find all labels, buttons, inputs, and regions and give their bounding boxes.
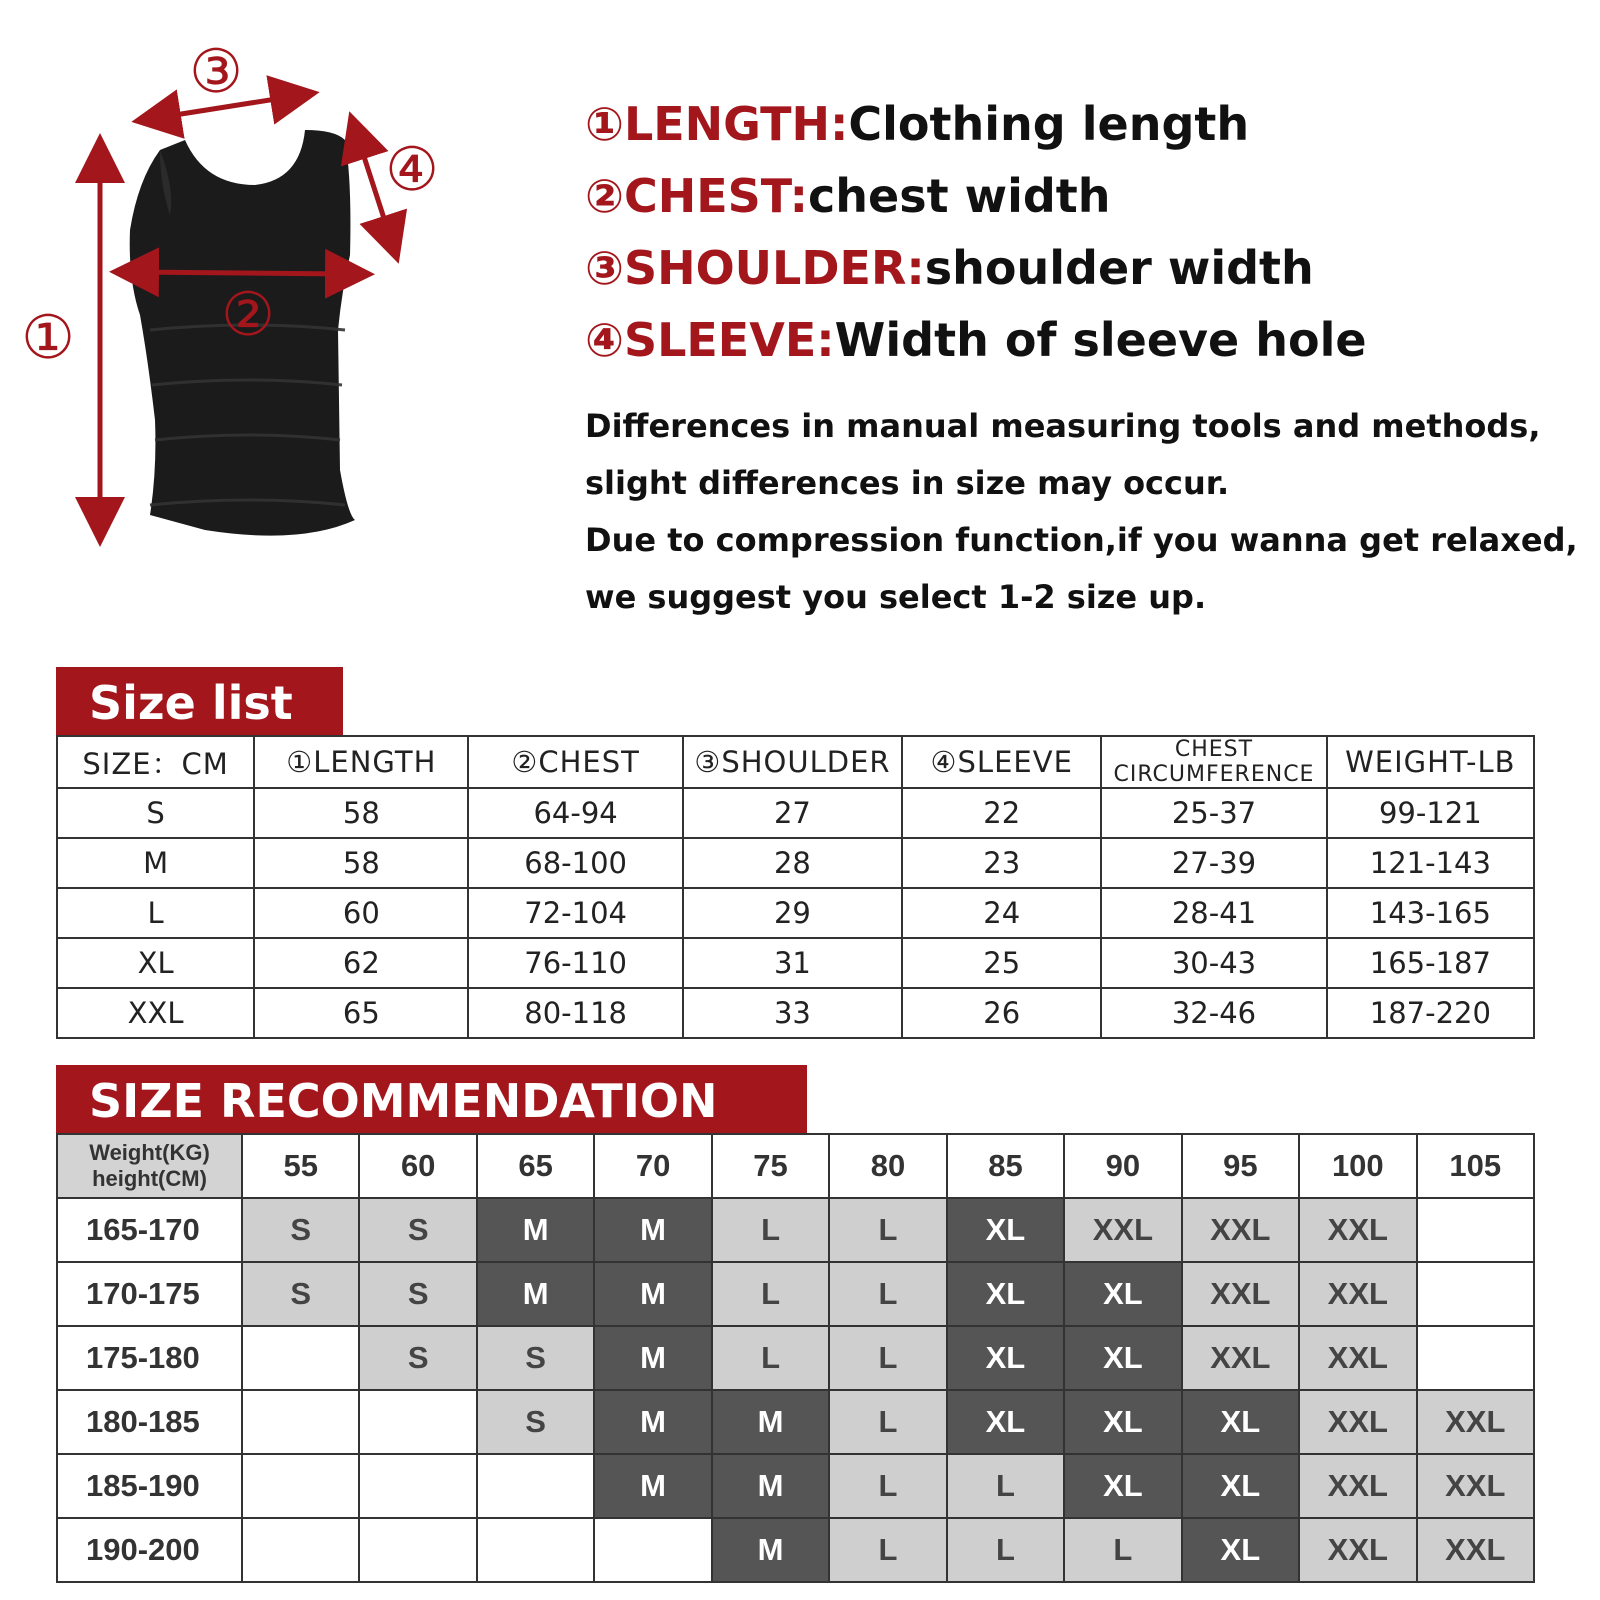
- recommended-size-cell: L: [829, 1198, 946, 1262]
- recommended-size-cell: S: [359, 1198, 476, 1262]
- header-chest-circumference: CHEST CIRCUMFERENCE: [1101, 736, 1326, 788]
- size-row: [57, 938, 1534, 988]
- weight-column-header: 65: [477, 1134, 594, 1198]
- recommended-size-cell: XXL: [1182, 1198, 1299, 1262]
- corner-height-label: height(CM): [92, 1166, 207, 1191]
- size-value-cell: 187-220: [1327, 988, 1534, 1038]
- size-value-cell: 72-104: [468, 888, 682, 938]
- legend-sleeve: [585, 304, 1367, 376]
- size-value-cell: 165-187: [1327, 938, 1534, 988]
- weight-column-header: 105: [1417, 1134, 1534, 1198]
- recommended-size-cell: XXL: [1417, 1390, 1534, 1454]
- recommended-size-cell: L: [712, 1326, 829, 1390]
- legend-key: ③SHOULDER:: [585, 241, 925, 295]
- chest-arrow: [134, 272, 350, 274]
- size-value-cell: 32-46: [1101, 988, 1326, 1038]
- recommended-size-cell: XL: [947, 1390, 1064, 1454]
- header-shoulder: ③SHOULDER: [683, 736, 902, 788]
- recommended-size-cell: XXL: [1299, 1390, 1416, 1454]
- size-row: [57, 838, 1534, 888]
- height-row-header: 175-180: [57, 1326, 242, 1390]
- legend-key: ④SLEEVE:: [585, 313, 835, 367]
- recommended-size-cell: L: [829, 1518, 946, 1582]
- corner-cell: [57, 1134, 242, 1198]
- size-value-cell: 76-110: [468, 938, 682, 988]
- recommended-size-cell: XXL: [1417, 1454, 1534, 1518]
- recommendation-table: [56, 1133, 1535, 1583]
- header-size: SIZE：CM: [57, 736, 254, 788]
- recommended-size-cell: XXL: [1299, 1518, 1416, 1582]
- height-row-header: 185-190: [57, 1454, 242, 1518]
- legend-desc: chest width: [808, 169, 1111, 223]
- corner-weight-label: Weight(KG): [89, 1140, 210, 1165]
- recommended-size-cell: M: [712, 1454, 829, 1518]
- weight-column-header: 55: [242, 1134, 359, 1198]
- size-value-cell: 60: [254, 888, 468, 938]
- weight-column-header: 95: [1182, 1134, 1299, 1198]
- legend-chest: [585, 160, 1367, 232]
- note-line: slight differences in size may occur.: [585, 464, 1230, 502]
- recommended-size-cell: M: [594, 1390, 711, 1454]
- recommended-size-cell: XL: [1064, 1262, 1181, 1326]
- recommended-size-cell: L: [1064, 1518, 1181, 1582]
- size-row: [57, 788, 1534, 838]
- size-value-cell: 25-37: [1101, 788, 1326, 838]
- garment-illustration: [0, 0, 560, 620]
- legend-length: [585, 88, 1367, 160]
- recommended-size-cell: [1417, 1262, 1534, 1326]
- note-line: Due to compression function,if you wanna get relaxed,: [585, 521, 1578, 559]
- recommended-size-cell: M: [477, 1198, 594, 1262]
- recommended-size-cell: [1417, 1326, 1534, 1390]
- height-row: [57, 1390, 1534, 1454]
- size-list-table: [56, 735, 1535, 1039]
- size-value-cell: 121-143: [1327, 838, 1534, 888]
- note-line: we suggest you select 1-2 size up.: [585, 578, 1207, 616]
- sizing-note: [585, 398, 1585, 626]
- recommended-size-cell: XXL: [1299, 1326, 1416, 1390]
- recommended-size-cell: L: [712, 1262, 829, 1326]
- size-value-cell: 28: [683, 838, 902, 888]
- recommended-size-cell: [359, 1454, 476, 1518]
- size-value-cell: 64-94: [468, 788, 682, 838]
- size-value-cell: 143-165: [1327, 888, 1534, 938]
- weight-header-row: [57, 1134, 1534, 1198]
- height-row-header: 180-185: [57, 1390, 242, 1454]
- marker-chest: ②: [221, 280, 275, 350]
- recommended-size-cell: XXL: [1182, 1262, 1299, 1326]
- size-value-cell: 68-100: [468, 838, 682, 888]
- marker-length: ①: [21, 303, 75, 373]
- height-row: [57, 1326, 1534, 1390]
- header-chest: ②CHEST: [468, 736, 682, 788]
- size-value-cell: 31: [683, 938, 902, 988]
- recommended-size-cell: L: [829, 1326, 946, 1390]
- recommended-size-cell: XL: [1182, 1390, 1299, 1454]
- recommended-size-cell: [242, 1518, 359, 1582]
- recommended-size-cell: [242, 1390, 359, 1454]
- legend-desc: Clothing length: [848, 97, 1250, 151]
- recommended-size-cell: XXL: [1299, 1262, 1416, 1326]
- legend-desc: Width of sleeve hole: [834, 313, 1367, 367]
- recommended-size-cell: [1417, 1198, 1534, 1262]
- recommended-size-cell: XL: [1064, 1454, 1181, 1518]
- recommended-size-cell: S: [242, 1262, 359, 1326]
- weight-column-header: 85: [947, 1134, 1064, 1198]
- size-row: [57, 988, 1534, 1038]
- size-value-cell: 22: [902, 788, 1101, 838]
- recommended-size-cell: S: [242, 1198, 359, 1262]
- recommended-size-cell: XL: [1064, 1326, 1181, 1390]
- recommended-size-cell: [477, 1518, 594, 1582]
- recommended-size-cell: XXL: [1299, 1454, 1416, 1518]
- size-value-cell: 99-121: [1327, 788, 1534, 838]
- legend-key: ②CHEST:: [585, 169, 809, 223]
- recommended-size-cell: XL: [1182, 1454, 1299, 1518]
- weight-column-header: 70: [594, 1134, 711, 1198]
- header-sleeve: ④SLEEVE: [902, 736, 1101, 788]
- recommended-size-cell: M: [594, 1454, 711, 1518]
- recommended-size-cell: XL: [947, 1262, 1064, 1326]
- recommended-size-cell: XXL: [1299, 1198, 1416, 1262]
- size-value-cell: 62: [254, 938, 468, 988]
- recommended-size-cell: L: [947, 1454, 1064, 1518]
- size-list-title: Size list: [56, 667, 343, 735]
- header-length: ①LENGTH: [254, 736, 468, 788]
- note-line: Differences in manual measuring tools and methods,: [585, 407, 1541, 445]
- recommended-size-cell: XL: [947, 1198, 1064, 1262]
- size-value-cell: 23: [902, 838, 1101, 888]
- recommended-size-cell: M: [594, 1262, 711, 1326]
- recommended-size-cell: XL: [1182, 1518, 1299, 1582]
- legend-desc: shoulder width: [924, 241, 1314, 295]
- size-value-cell: 29: [683, 888, 902, 938]
- recommended-size-cell: S: [359, 1326, 476, 1390]
- recommended-size-cell: XXL: [1064, 1198, 1181, 1262]
- height-row: [57, 1198, 1534, 1262]
- weight-column-header: 60: [359, 1134, 476, 1198]
- recommended-size-cell: L: [829, 1454, 946, 1518]
- recommended-size-cell: L: [947, 1518, 1064, 1582]
- recommended-size-cell: M: [477, 1262, 594, 1326]
- recommended-size-cell: [594, 1518, 711, 1582]
- recommended-size-cell: [477, 1454, 594, 1518]
- recommended-size-cell: XXL: [1182, 1326, 1299, 1390]
- marker-sleeve: ④: [385, 135, 439, 205]
- size-header-row: [57, 736, 1534, 788]
- size-value-cell: 26: [902, 988, 1101, 1038]
- height-row-header: 170-175: [57, 1262, 242, 1326]
- marker-shoulder: ③: [189, 37, 243, 107]
- height-row-header: 165-170: [57, 1198, 242, 1262]
- legend-key: ①LENGTH:: [585, 97, 849, 151]
- height-row: [57, 1454, 1534, 1518]
- size-value-cell: 58: [254, 788, 468, 838]
- size-label-cell: M: [57, 838, 254, 888]
- size-label-cell: S: [57, 788, 254, 838]
- recommended-size-cell: M: [712, 1518, 829, 1582]
- recommended-size-cell: L: [712, 1198, 829, 1262]
- recommended-size-cell: XL: [1064, 1390, 1181, 1454]
- recommendation-title: SIZE RECOMMENDATION: [56, 1065, 807, 1133]
- size-value-cell: 27-39: [1101, 838, 1326, 888]
- size-value-cell: 24: [902, 888, 1101, 938]
- recommended-size-cell: [242, 1326, 359, 1390]
- size-label-cell: XXL: [57, 988, 254, 1038]
- height-row-header: 190-200: [57, 1518, 242, 1582]
- recommended-size-cell: L: [829, 1390, 946, 1454]
- recommended-size-cell: M: [712, 1390, 829, 1454]
- size-label-cell: L: [57, 888, 254, 938]
- size-value-cell: 65: [254, 988, 468, 1038]
- recommended-size-cell: [242, 1454, 359, 1518]
- recommended-size-cell: S: [477, 1390, 594, 1454]
- measurement-legend: [585, 88, 1367, 376]
- weight-column-header: 100: [1299, 1134, 1416, 1198]
- weight-column-header: 75: [712, 1134, 829, 1198]
- recommended-size-cell: M: [594, 1326, 711, 1390]
- size-value-cell: 58: [254, 838, 468, 888]
- size-value-cell: 30-43: [1101, 938, 1326, 988]
- size-value-cell: 28-41: [1101, 888, 1326, 938]
- recommended-size-cell: XXL: [1417, 1518, 1534, 1582]
- recommended-size-cell: S: [359, 1262, 476, 1326]
- size-value-cell: 33: [683, 988, 902, 1038]
- size-value-cell: 25: [902, 938, 1101, 988]
- size-value-cell: 80-118: [468, 988, 682, 1038]
- weight-column-header: 90: [1064, 1134, 1181, 1198]
- weight-column-header: 80: [829, 1134, 946, 1198]
- header-weight: WEIGHT-LB: [1327, 736, 1534, 788]
- height-row: [57, 1518, 1534, 1582]
- recommended-size-cell: L: [829, 1262, 946, 1326]
- size-row: [57, 888, 1534, 938]
- height-row: [57, 1262, 1534, 1326]
- legend-shoulder: [585, 232, 1367, 304]
- recommended-size-cell: S: [477, 1326, 594, 1390]
- recommended-size-cell: [359, 1518, 476, 1582]
- recommended-size-cell: [359, 1390, 476, 1454]
- recommended-size-cell: XL: [947, 1326, 1064, 1390]
- size-value-cell: 27: [683, 788, 902, 838]
- size-label-cell: XL: [57, 938, 254, 988]
- recommended-size-cell: M: [594, 1198, 711, 1262]
